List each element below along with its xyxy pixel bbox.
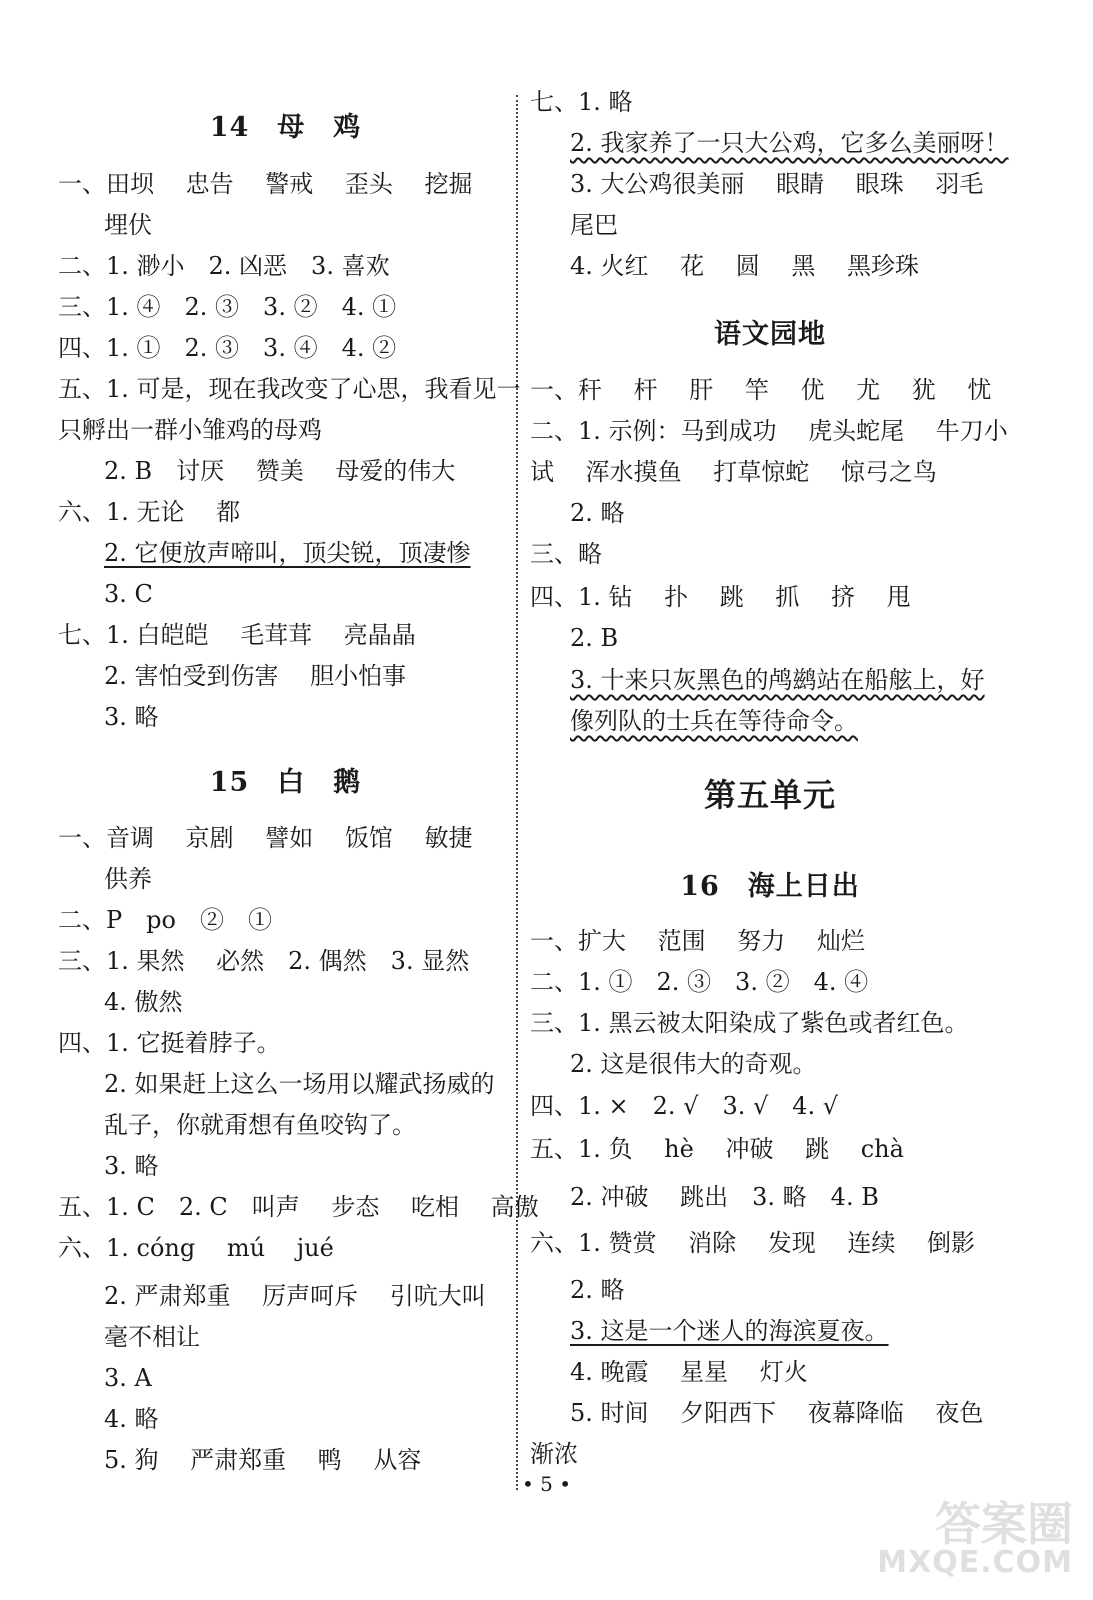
r-top-line-1: 七、1. 略 [530, 88, 633, 116]
l15-line-4: 三、1. 果然 必然 2. 偶然 3. 显然 [58, 947, 470, 975]
garden-line-7: 2. B [570, 624, 619, 652]
l15-line-15: 4. 略 [104, 1405, 159, 1433]
lesson-14-title: 14 母 鸡 [209, 112, 362, 143]
r-top-line-2-wavy: 2. 我家养了一只大公鸡，它多么美丽呀！ [570, 129, 1009, 157]
l14-line-8: 2. B 讨厌 赞美 母爱的伟大 [104, 457, 456, 485]
l15-line-1: 一、音调 京剧 譬如 饭馆 敏捷 [58, 824, 473, 852]
l14-line-5: 四、1. ① 2. ③ 3. ④ 4. ② [58, 334, 397, 362]
l16-line-12: 5. 时间 夕阳西下 夜幕降临 夜色 [570, 1399, 984, 1427]
l14-line-4: 三、1. ④ 2. ③ 3. ② 4. ① [58, 293, 397, 321]
column-divider [516, 95, 518, 1490]
garden-line-3: 试 浑水摸鱼 打草惊蛇 惊弓之鸟 [530, 458, 937, 486]
garden-title: 语文园地 [714, 319, 826, 350]
garden-line-9-wavy: 像列队的士兵在等待命令。 [570, 707, 858, 735]
unit-5-title: 第五单元 [703, 776, 836, 814]
l15-line-12: 2. 严肃郑重 厉声呵斥 引吭大叫 [104, 1282, 486, 1310]
l16-line-4: 2. 这是很伟大的奇观。 [570, 1050, 817, 1078]
l14-line-10-underlined: 2. 它便放声啼叫，顶尖锐，顶凄惨 [104, 539, 471, 567]
l14-line-14: 3. 略 [104, 703, 159, 731]
r-top-line-4: 尾巴 [570, 211, 618, 239]
l15-line-3: 二、P po ② ① [58, 906, 272, 934]
l14-line-12: 七、1. 白皑皑 毛茸茸 亮晶晶 [58, 621, 416, 649]
l16-line-3: 三、1. 黑云被太阳染成了紫色或者红色。 [530, 1009, 969, 1037]
garden-line-2: 二、1. 示例：马到成功 虎头蛇尾 牛刀小 [530, 417, 1008, 445]
l15-line-7: 2. 如果赶上这么一场用以耀武扬威的 [104, 1070, 495, 1098]
r-top-line-3: 3. 大公鸡很美丽 眼睛 眼珠 羽毛 [570, 170, 984, 198]
l15-line-11: 六、1. cóng mú jué [58, 1234, 334, 1262]
watermark-text: MXQE.COM [877, 1545, 1073, 1580]
garden-line-6: 四、1. 钻 扑 跳 抓 挤 甩 [530, 583, 911, 611]
l15-line-14: 3. A [104, 1364, 152, 1392]
garden-line-8-wavy: 3. 十来只灰黑色的鸬鹚站在船舷上，好 [570, 666, 985, 694]
l15-line-10: 五、1. C 2. C 叫声 步态 吃相 高傲 [58, 1193, 539, 1221]
l15-line-13: 毫不相让 [104, 1323, 200, 1351]
l14-line-1: 一、田坝 忠告 警戒 歪头 挖掘 [58, 170, 473, 198]
l14-line-3: 二、1. 渺小 2. 凶恶 3. 喜欢 [58, 252, 390, 280]
r-top-line-5: 4. 火红 花 圆 黑 黑珍珠 [570, 252, 920, 280]
l15-line-8: 乱子，你就甭想有鱼咬钩了。 [104, 1111, 416, 1139]
lesson-15-title: 15 白 鹅 [209, 767, 362, 798]
l16-line-10-underlined: 3. 这是一个迷人的海滨夏夜。 [570, 1317, 889, 1345]
watermark-mark: 答案圈 [935, 1497, 1073, 1551]
l16-line-13: 渐浓 [530, 1440, 578, 1468]
page-number: • 5 • [521, 1472, 572, 1496]
watermark-logo [877, 1488, 1073, 1588]
l14-line-9: 六、1. 无论 都 [58, 498, 241, 526]
lesson-16-title: 16 海上日出 [680, 871, 860, 902]
l16-line-1: 一、扩大 范围 努力 灿烂 [530, 927, 865, 955]
l16-line-6: 五、1. 负 hè 冲破 跳 chà [530, 1135, 904, 1163]
l16-line-2: 二、1. ① 2. ③ 3. ② 4. ④ [530, 968, 869, 996]
l15-line-5: 4. 傲然 [104, 988, 183, 1016]
l15-line-2: 供养 [104, 865, 152, 893]
l14-line-7: 只孵出一群小雏鸡的母鸡 [58, 416, 322, 444]
l14-line-2: 埋伏 [104, 211, 152, 239]
l14-line-6: 五、1. 可是，现在我改变了心思，我看见一 [58, 375, 521, 403]
l16-line-5: 四、1. × 2. √ 3. √ 4. √ [530, 1092, 839, 1120]
garden-line-5: 三、略 [530, 540, 602, 568]
l15-line-9: 3. 略 [104, 1152, 159, 1180]
l16-line-8: 六、1. 赞赏 消除 发现 连续 倒影 [530, 1229, 976, 1257]
l16-line-11: 4. 晚霞 星星 灯火 [570, 1358, 808, 1386]
l15-line-16: 5. 狗 严肃郑重 鸭 从容 [104, 1446, 422, 1474]
l15-line-6: 四、1. 它挺着脖子。 [58, 1029, 281, 1057]
l14-line-13: 2. 害怕受到伤害 胆小怕事 [104, 662, 407, 690]
garden-line-1: 一、秆 杆 肝 竿 优 尤 犹 忧 [530, 376, 992, 404]
l14-line-11: 3. C [104, 580, 153, 608]
l16-line-9: 2. 略 [570, 1276, 625, 1304]
l16-line-7: 2. 冲破 跳出 3. 略 4. B [570, 1183, 879, 1211]
garden-line-4: 2. 略 [570, 499, 625, 527]
